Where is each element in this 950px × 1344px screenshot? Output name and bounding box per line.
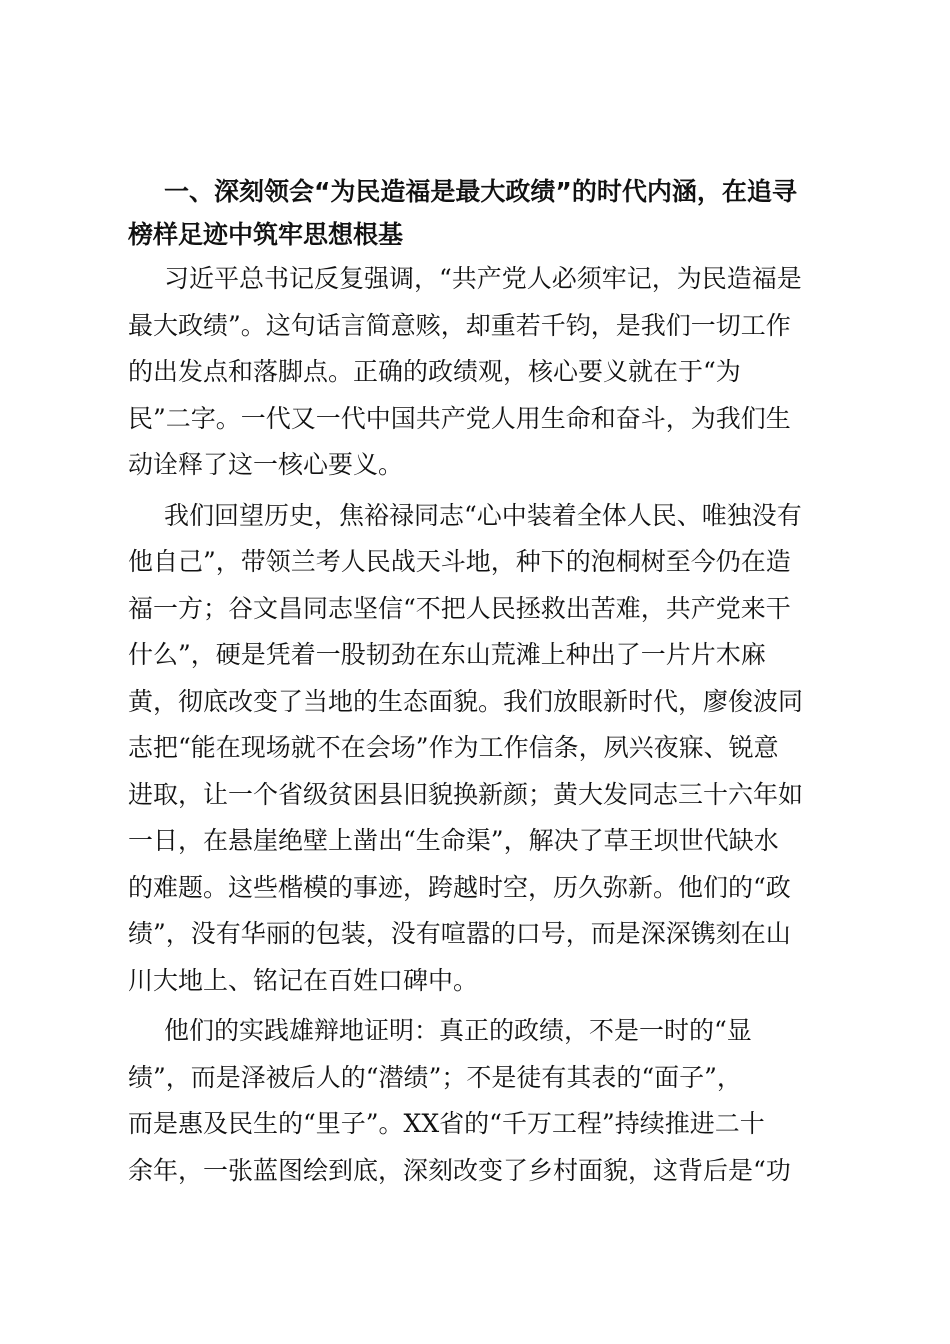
text-line: 最大政绩”。这句话言简意赅，却重若千钧，是我们一切工作 (128, 310, 791, 340)
text-line: 进取，让一个省级贫困县旧貌换新颜；黄大发同志三十六年如 (128, 779, 804, 809)
heading-line: 榜样足迹中筑牢思想根基 (128, 220, 404, 249)
document-body (128, 170, 824, 1194)
text-line: 什么”，硬是凭着一股韧劲在东山荒滩上种出了一片片木麻 (128, 640, 766, 669)
text-line: 的难题。这些楷模的事迹，跨越时空，历久弥新。他们的“政 (128, 872, 791, 902)
text-line: 他自己”，带领兰考人民战天斗地，种下的泡桐树至今仍在造 (128, 547, 791, 576)
text-line: 余年，一张蓝图绘到底，深刻改变了乡村面貌，这背后是“功 (128, 1155, 791, 1185)
text-line: 我们回望历史，焦裕禄同志“心中装着全体人民、唯独没有 (164, 500, 802, 530)
text-line: 习近平总书记反复强调，“共产党人必须牢记，为民造福是 (164, 264, 802, 293)
text-line: 民”二字。一代又一代中国共产党人用生命和奋斗，为我们生 (128, 403, 791, 433)
text-line: 的出发点和落脚点。正确的政绩观，核心要义就在于“为 (128, 357, 741, 386)
section-heading (128, 170, 824, 256)
paragraph-1 (128, 256, 824, 489)
heading-line: 一、深刻领会“为民造福是最大政绩”的时代内涵，在追寻 (164, 177, 797, 206)
text-line: 他们的实践雄辩地证明：真正的政绩，不是一时的“显 (164, 1016, 752, 1045)
text-line: 而是惠及民生的“里子”。XX省的“千万工程”持续推进二十 (128, 1109, 765, 1138)
paragraph-3 (128, 1008, 824, 1194)
text-line: 绩”，而是泽被后人的“潜绩”；不是徒有其表的“面子”， (128, 1062, 742, 1092)
text-line: 志把“能在现场就不在会场”作为工作信条，夙兴夜寐、锐意 (128, 733, 779, 762)
paragraph-2 (128, 493, 824, 1005)
text-line: 绩”，没有华丽的包装，没有喧嚣的口号，而是深深镌刻在山 (128, 919, 791, 948)
text-line: 动诠释了这一核心要义。 (128, 450, 404, 479)
text-line: 福一方；谷文昌同志坚信“不把人民拯救出苦难，共产党来干 (128, 593, 791, 623)
text-line: 黄，彻底改变了当地的生态面貌。我们放眼新时代，廖俊波同 (128, 686, 804, 716)
text-line: 川大地上、铭记在百姓口碑中。 (128, 965, 479, 995)
text-line: 一日，在悬崖绝壁上凿出“生命渠”，解决了草王坝世代缺水 (128, 826, 779, 855)
